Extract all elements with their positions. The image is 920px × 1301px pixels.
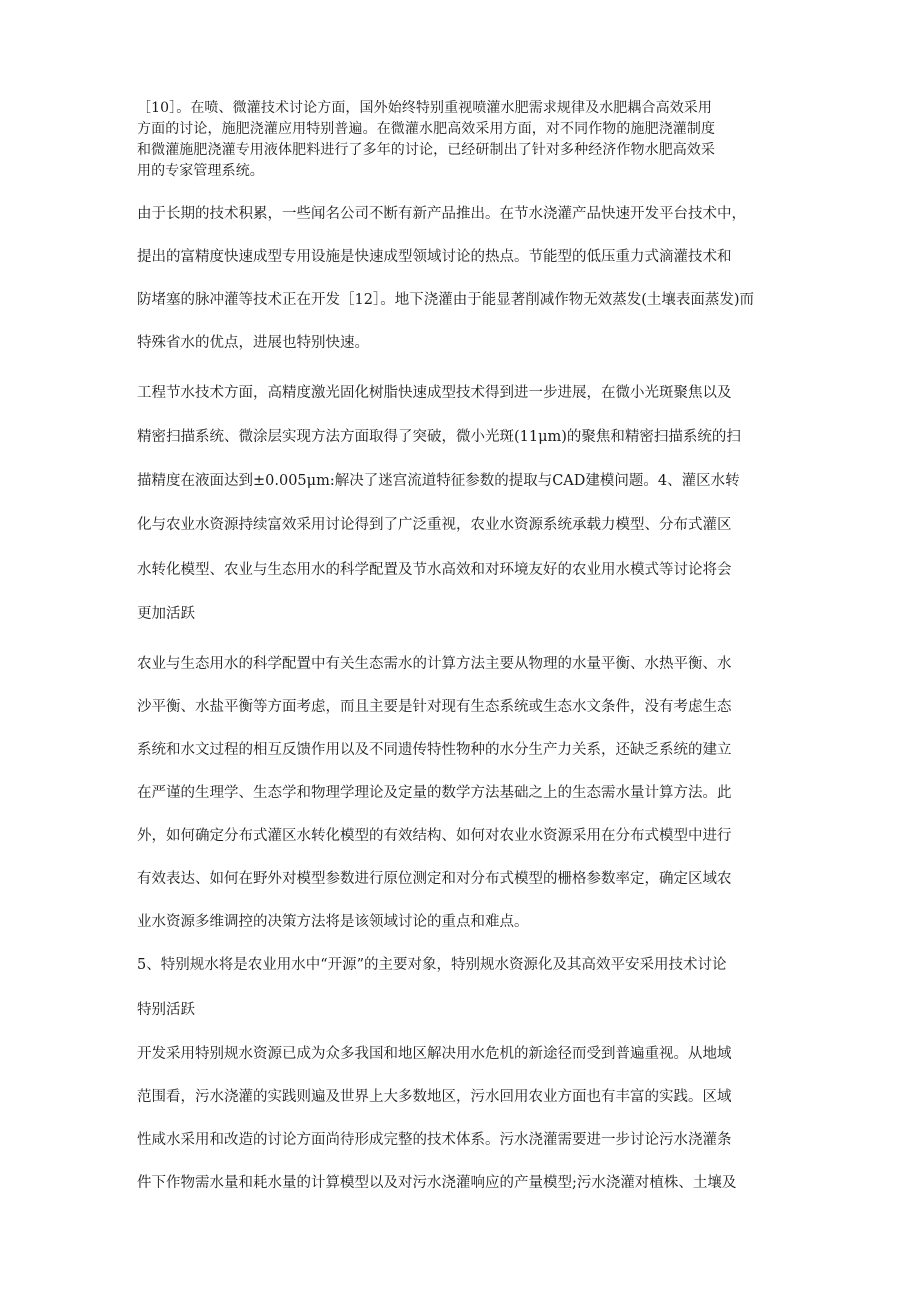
text-line: 特殊省水的优点，进展也特别快速。 [137,335,369,351]
text-line: 防堵塞的脉冲灌等技术正在开发［12］。地下浇灌由于能显著削减作物无效蒸发(土壤表面蒸发)而 [137,292,755,308]
text-line: 水转化模型、农业与生态用水的科学配置及节水高效和对环境友好的农业用水模式等讨论将会 [137,562,732,578]
text-line: 提出的富精度快速成型专用设施是快速成型领域讨论的热点。节能型的低压重力式滴灌技术和 [137,249,732,265]
text-line: 性咸水采用和改造的讨论方面尚待形成完整的技术体系。污水浇灌需要进一步讨论污水浇灌条 [137,1132,732,1148]
text-line: 有效表达、如何在野外对模型参数进行原位测定和对分布式模型的栅格参数率定，确定区域农 [137,871,732,887]
text-line: 范围看，污水浇灌的实践则遍及世界上大多数地区，污水回用农业方面也有丰富的实践。区域 [137,1089,732,1105]
text-line: 开发采用特别规水资源已成为众多我国和地区解决用水危机的新途径而受到普遍重视。从地域 [137,1046,732,1062]
text-line: ［10］。在喷、微灌技术讨论方面，国外始终特别重视喷灌水肥需求规律及水肥耦合高效采用 [137,100,713,116]
text-line: 更加活跃 [137,606,195,622]
text-line: 外，如何确定分布式灌区水转化模型的有效结构、如何对农业水资源采用在分布式模型中进行 [137,828,732,844]
text-line: 用的专家管理系统。 [137,163,264,179]
text-line: 在严谨的生理学、生态学和物理学理论及定量的数学方法基础之上的生态需水量计算方法。此 [137,785,732,801]
text-line: 方面的讨论，施肥浇灌应用特别普遍。在微灌水肥高效采用方面，对不同作物的施肥浇灌制度 [137,121,716,137]
text-line: 5、特别规水将是农业用水中“开源”的主要对象，特别规水资源化及其高效平安采用技术讨论 [137,957,727,973]
text-line: 农业与生态用水的科学配置中有关生态需水的计算方法主要从物理的水量平衡、水热平衡、水 [137,656,732,672]
text-line: 件下作物需水量和耗水量的计算模型以及对污水浇灌响应的产量模型;污水浇灌对植株、土壤及 [137,1175,737,1191]
text-line: 业水资源多维调控的决策方法将是该领域讨论的重点和难点。 [137,914,529,930]
text-line: 描精度在液面达到±0.005μm:解决了迷宫流道特征参数的提取与CAD建模问题。4、灌区水转 [137,473,740,489]
text-line: 系统和水文过程的相互反馈作用以及不同遗传特性物种的水分生产力关系，还缺乏系统的建立 [137,742,732,758]
text-line: 精密扫描系统、微涂层实现方法方面取得了突破，微小光斑(11μm)的聚焦和精密扫描系统的扫 [137,429,741,445]
text-line: 由于长期的技术积累，一些闻名公司不断有新产品推出。在节水浇灌产品快速开发平台技术中， [137,206,746,222]
text-line: 工程节水技术方面，高精度激光固化树脂快速成型技术得到进一步进展，在微小光斑聚焦以及 [137,385,732,401]
text-line: 化与农业水资源持续富效采用讨论得到了广泛重视，农业水资源系统承载力模型、分布式灌区 [137,517,732,533]
text-line: 沙平衡、水盐平衡等方面考虑，而且主要是针对现有生态系统或生态水文条件，没有考虑生态 [137,699,732,715]
text-line: 特别活跃 [137,1002,195,1018]
text-line: 和微灌施肥浇灌专用液体肥料进行了多年的讨论，已经研制出了针对多种经济作物水肥高效采 [137,142,716,158]
